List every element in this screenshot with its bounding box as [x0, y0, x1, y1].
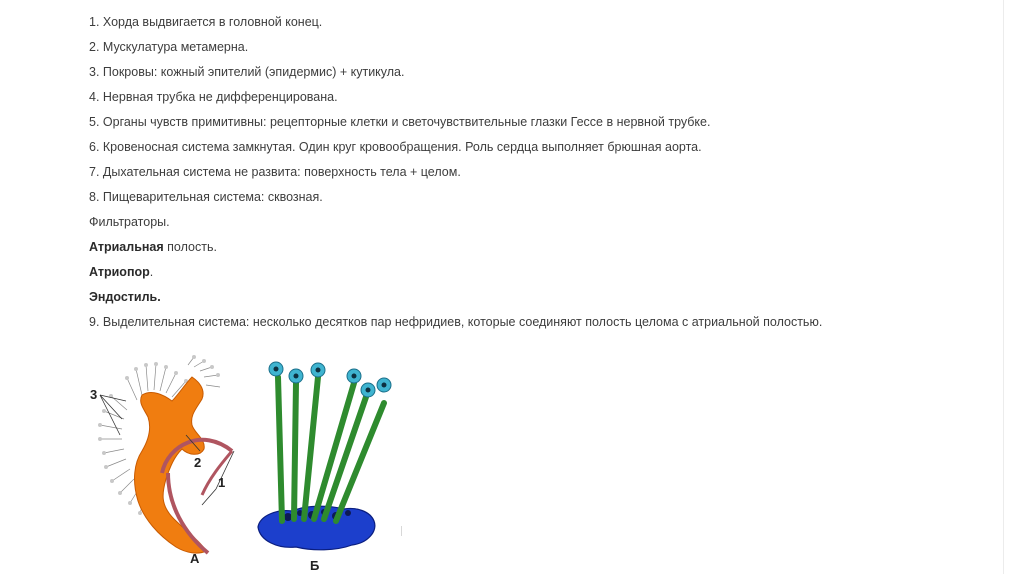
figure-a-illustration	[82, 355, 272, 570]
marker-1: 1	[218, 475, 226, 490]
text-line-3: 3. Покровы: кожный эпителий (эпидермис) + кутикула.	[89, 65, 405, 79]
figure-b-illustration	[248, 355, 408, 574]
page-edge-rule	[1003, 0, 1004, 574]
divider-mark	[401, 526, 402, 536]
text-line-6: 6. Кровеносная система замкнутая. Один круг кровообращения. Роль сердца выполняет брюшная аорта.	[89, 140, 702, 154]
text-line-atriopore: Атриопор.	[89, 265, 154, 279]
marker-3: 3	[90, 387, 98, 402]
text-block	[89, 10, 989, 335]
text-line-4: 4. Нервная трубка не дифференцирована.	[89, 90, 338, 104]
text-line-1: 1. Хорда выдвигается в головной конец.	[89, 15, 323, 29]
text-line-endostyle: Эндостиль.	[89, 290, 161, 304]
text-line-5: 5. Органы чувств примитивны: рецепторные клетки и светочувствительные глазки Гессе в нервной трубке.	[89, 115, 711, 129]
marker-2: 2	[194, 455, 202, 470]
text-line-9: 9. Выделительная система: несколько десятков пар нефридиев, которые соединяют полость целома с атриальной полостью.	[89, 315, 823, 329]
stalks	[278, 377, 384, 521]
text-line-8: 8. Пищеварительная система: сквозная.	[89, 190, 323, 204]
text-line-filters: Фильтраторы.	[89, 215, 170, 229]
figure-a-label: А	[190, 551, 200, 566]
text-line-7: 7. Дыхательная система не развита: поверхность тела + целом.	[89, 165, 461, 179]
text-line-2: 2. Мускулатура метамерна.	[89, 40, 249, 54]
figure-b-label: Б	[310, 558, 320, 573]
text-line-atrial: Атриальная полость.	[89, 240, 217, 254]
stalk-caps	[269, 362, 391, 397]
